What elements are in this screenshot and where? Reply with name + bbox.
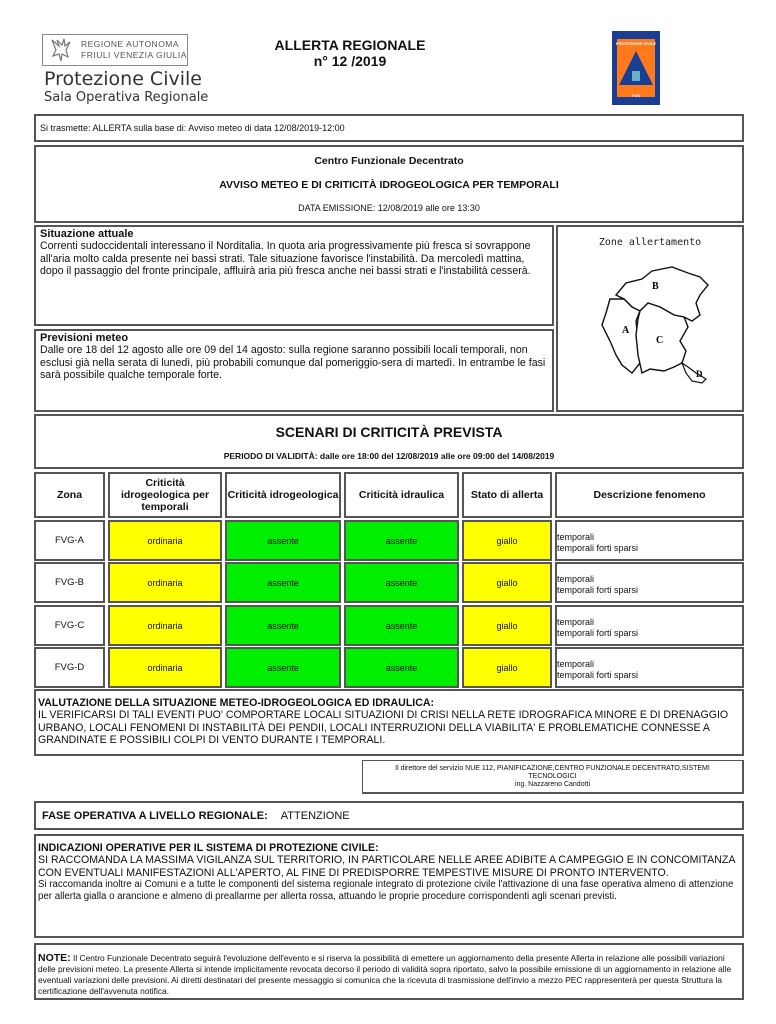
descrizione-line: temporali [557,659,595,669]
civil-protection-badge [612,31,660,105]
descrizione-cell [555,605,744,646]
org-subtitle: Sala Operativa Regionale [44,90,209,105]
crit-idraulica-cell: assente [344,562,459,603]
descrizione-line: temporali forti sparsi [557,628,639,638]
stato-allerta-cell: giallo [462,647,552,688]
shield-icon [632,71,640,81]
crit-idrogeologica-cell: assente [225,647,341,688]
crit-temporali-cell: ordinaria [108,562,222,603]
transmission-text: Si trasmette: ALLERTA sulla base di: Avviso meteo di data 12/08/2019-12:00 [40,123,345,133]
descrizione-line: temporali [557,532,595,542]
indicazioni-text1: SI RACCOMANDA LA MASSIMA VIGILANZA SUL TERRITORIO, IN PARTICOLARE NELLE AREE ADIBITE A CAMPEGGIO E IN CONCOMITANZA CON EVENTUALI MANIFESTAZIONI ALL'APERTO, AL FINE DI PREDISPORRE TEMPESTIVE MISURE DI PRONTO INTERVENTO. [38,854,735,879]
note-box [34,943,744,1000]
descrizione-cell [555,520,744,561]
signature-line2: TECNOLOGICI [528,773,577,780]
indicazioni-text2: Si raccomanda inoltre ai Comuni e a tutte le componenti del sistema regionale integrato di protezione civile l'attivazione di una fase operativa almeno di attenzione per allerta gialla o arancione e almeno di preallarme per allerta rossa, attuando le proprie procedure corrispondenti agli scenari previsti. [38,878,734,902]
emission-date: DATA EMISSIONE: 12/08/2019 alle ore 13:30 [298,203,480,213]
crit-idrogeologica-cell: assente [225,520,341,561]
column-header-crit-idrogeologica: Criticità idrogeologica [225,472,341,518]
previsioni-text: Dalle ore 18 del 12 agosto alle ore 09 del 14 agosto: sulla regione saranno possibili locali temporali, non esclusi già nella serata di lunedì, più probabili comunque dal pomeriggio-sera di martedì. In entrambe le fasi sarà possibile qualche temporale forte. [40,344,546,381]
zone-cell: FVG-D [34,647,105,688]
alert-title-block [250,37,450,69]
crit-temporali-cell: ordinaria [108,647,222,688]
eagle-icon [49,37,73,63]
descrizione-line: temporali forti sparsi [557,543,639,553]
signature-line1: Il direttore del servizio NUE 112, PIANIFICAZIONE,CENTRO FUNZIONALE DECENTRATO,SISTEMI [395,765,710,772]
badge-top-label: PROTEZIONE CIVILE [615,41,656,46]
badge-bottom-label: FVG [631,93,641,98]
crit-idraulica-cell: assente [344,647,459,688]
zone-map [588,255,718,385]
indicazioni-title: INDICAZIONI OPERATIVE PER IL SISTEMA DI PROTEZIONE CIVILE: [38,842,379,854]
zone-label-b: B [652,281,659,292]
zone-cell: FVG-C [34,605,105,646]
zone-cell: FVG-B [34,562,105,603]
signature-name: ing. Nazzareno Candotti [514,781,591,788]
zone-a-shape [602,299,640,373]
crit-temporali-cell: ordinaria [108,605,222,646]
centro-box [34,145,744,223]
descrizione-line: temporali forti sparsi [557,585,639,595]
scenari-box [34,414,744,469]
descrizione-line: temporali [557,574,595,584]
zone-cell: FVG-A [34,520,105,561]
zone-label-a: A [622,325,630,336]
crit-idraulica-cell: assente [344,520,459,561]
fase-operativa-box [34,801,744,830]
previsioni-title: Previsioni meteo [40,332,129,344]
avviso-heading: AVVISO METEO E DI CRITICITÀ IDROGEOLOGICA PER TEMPORALI [219,179,559,191]
crit-idraulica-cell: assente [344,605,459,646]
region-logo-frame [42,34,188,66]
stato-allerta-cell: giallo [462,605,552,646]
region-line2: FRIULI VENEZIA GIULIA [81,50,187,60]
situazione-title: Situazione attuale [40,228,134,240]
descrizione-cell [555,647,744,688]
situazione-box [34,225,554,326]
column-header-crit-temporali: Criticità idrogeologica per temporali [108,472,222,518]
descrizione-cell [555,562,744,603]
note-text: Il Centro Funzionale Decentrato seguirà l'evoluzione dell'evento e si riserva la possibilità di emettere un aggiornamento della presente Allerta in relazione alle possibili variazioni delle previsioni meteo. La presente Allerta si intende implicitamente revocata decorso il periodo di validità sopra riportato, salvo la possibile emissione di un aggiornamento in relazione alle eventuali variazioni delle previsioni. Ai diretti destinatari del presente messaggio si comunica che la ricevuta di trasmissione dell'invio a mezzo PEC rappresenterà per questa Struttura la certificazione dell'avvenuta notifica. [38,953,732,996]
descrizione-line: temporali forti sparsi [557,670,639,680]
note-label: NOTE: [38,952,71,964]
crit-idrogeologica-cell: assente [225,562,341,603]
column-header-descrizione: Descrizione fenomeno [555,472,744,518]
zone-label-d: D [696,369,703,379]
org-name: Protezione Civile [44,68,202,90]
fase-value: ATTENZIONE [280,810,350,822]
crit-temporali-cell: ordinaria [108,520,222,561]
scenari-title: SCENARI DI CRITICITÀ PREVISTA [275,424,503,440]
previsioni-box [34,329,554,412]
region-line1: REGIONE AUTONOMA [81,39,180,49]
validity-period: PERIODO DI VALIDITÀ: dalle ore 18:00 del 12/08/2019 alle ore 09:00 del 14/08/2019 [223,451,555,461]
column-header-crit-idraulica: Criticità idraulica [344,472,459,518]
stato-allerta-cell: giallo [462,520,552,561]
crit-idrogeologica-cell: assente [225,605,341,646]
centro-name: Centro Funzionale Decentrato [314,155,464,167]
column-header-stato: Stato di allerta [462,472,552,518]
transmission-box [34,114,744,142]
alert-number: n° 12 /2019 [313,53,387,69]
fase-label: FASE OPERATIVA A LIVELLO REGIONALE: [42,810,268,822]
valutazione-title: VALUTAZIONE DELLA SITUAZIONE METEO-IDROGEOLOGICA ED IDRAULICA: [38,697,435,709]
situazione-text: Correnti sudoccidentali interessano il Norditalia. In quota aria progressivamente più fresca si sovrappone all'aria molto calda presente nei bassi strati. Tale situazione favorisce l'instabilità. Da mercoledì mattina, dopo il passaggio del fronte principale, affluirà aria più fresca anche nei bassi strati e l'instabilità cesserà. [40,240,531,277]
map-caption: Zone allertamento [598,237,702,248]
stato-allerta-cell: giallo [462,562,552,603]
region-name [81,39,187,61]
zone-label-c: C [656,335,664,346]
descrizione-line: temporali [557,617,595,627]
region-logo [42,34,209,106]
column-header-zona: Zona [34,472,105,518]
alert-title: ALLERTA REGIONALE [274,37,426,53]
valutazione-box [34,689,744,756]
indicazioni-box [34,834,744,938]
zone-map-box [556,225,744,412]
valutazione-text: IL VERIFICARSI DI TALI EVENTI PUO' COMPORTARE LOCALI SITUAZIONI DI CRISI NELLA RETE IDROGRAFICA MINORE E DI DRENAGGIO URBANO, LOCALI FENOMENI DI INSTABILITÀ DEI PENDII, LOCALI INTERRUZIONI DELLA VIABILITA' E PROBLEMATICHE CONNESSE A GRANDINATE E POSSIBILI COLPI DI VENTO DURANTE I TEMPORALI. [38,709,729,746]
signature-box [362,760,744,794]
